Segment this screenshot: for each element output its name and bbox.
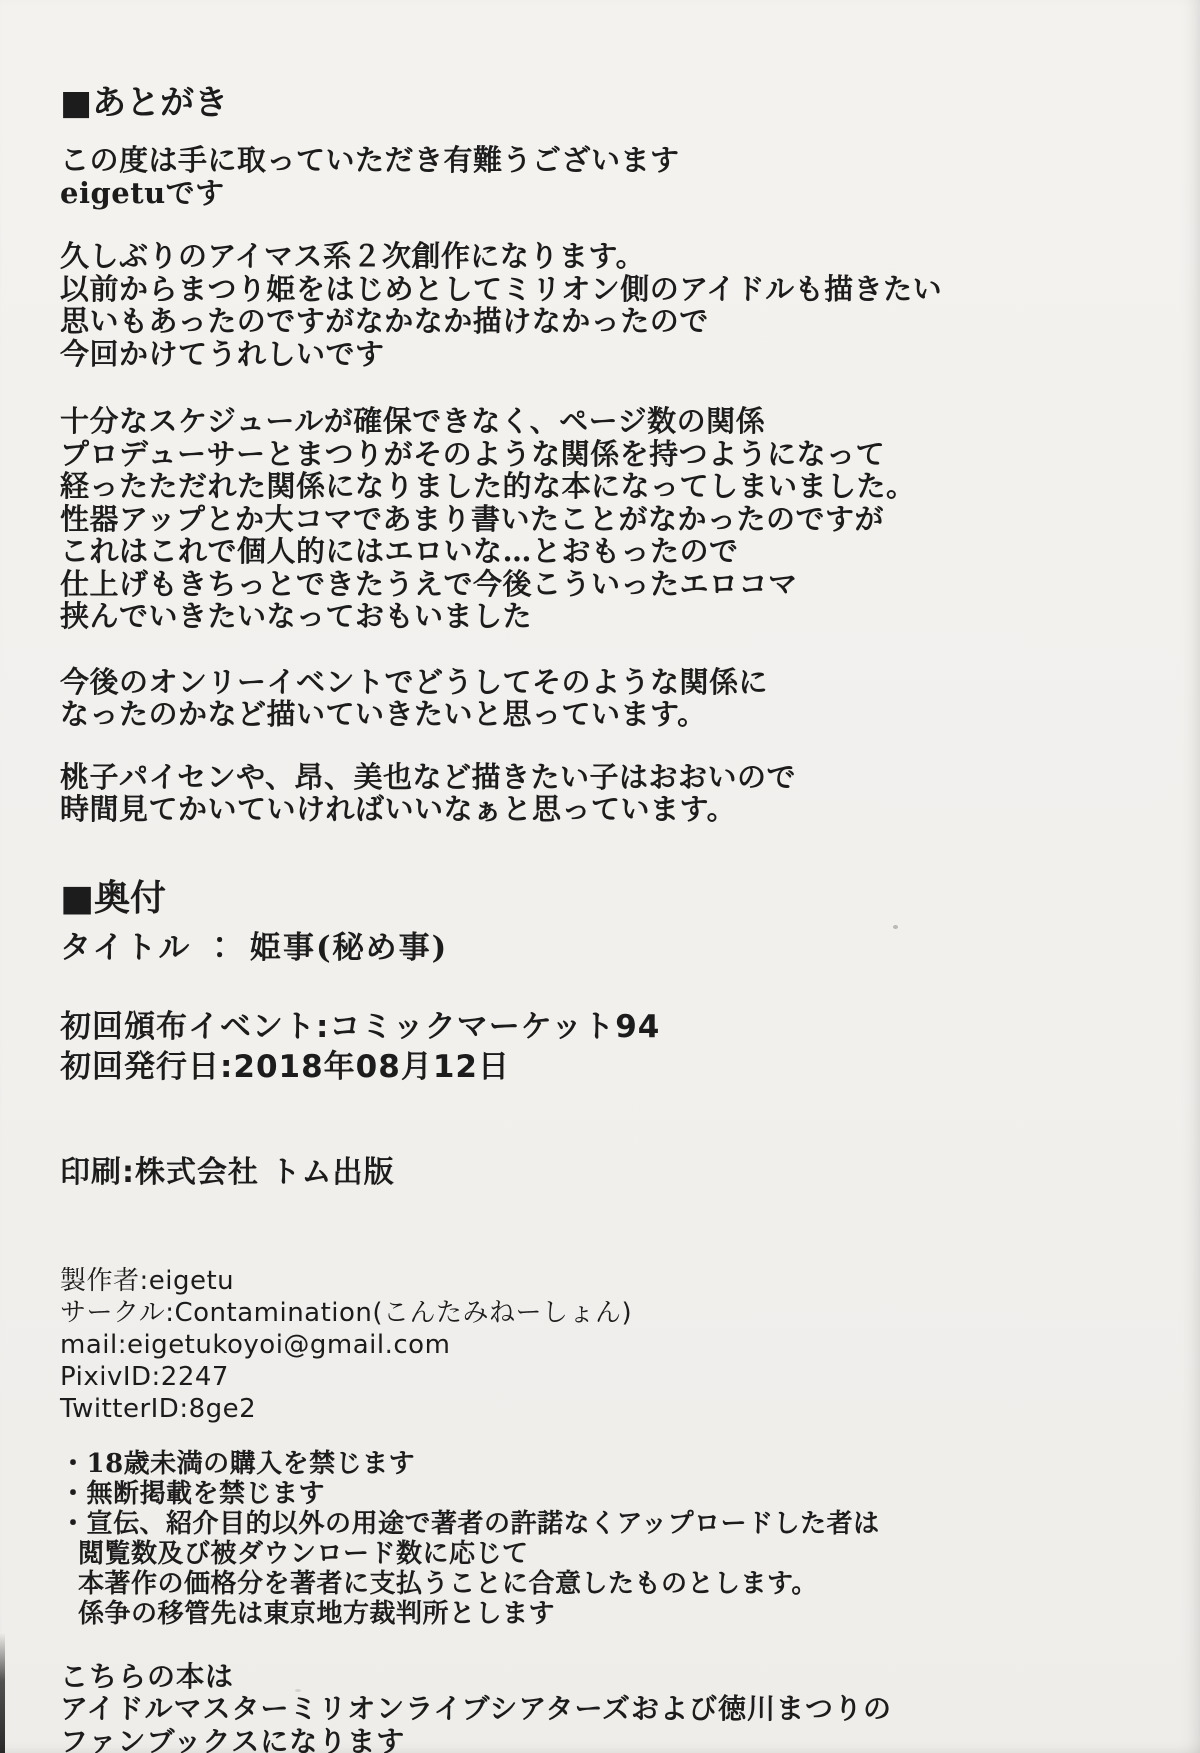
afterword-line: プロデューサーとまつりがそのような関係を持つようになって [60,436,886,471]
circle-line: サークル:Contamination(こんたみねーしょん) [60,1297,633,1328]
afterword-line: 挟んでいきたいなっておもいました [60,599,533,633]
afterword-paragraph-greeting [60,144,1140,209]
mail-line: mail:eigetukoyoi@gmail.com [60,1329,451,1360]
notice-line: ・宣伝、紹介目的以外の用途で著者の許諾なくアップロードした者は [60,1508,880,1539]
afterword-line: 今後のオンリーイベントでどうしてそのような関係に [60,664,769,699]
afterword-line: なったのかなど描いていきたいと思っています。 [60,697,707,731]
fanbook-disclaimer [60,1661,1140,1753]
afterword-line: 仕上げもきちっとできたうえで今後こういったエロコマ [60,566,798,601]
disclaimer-line: ファンブックスになります [60,1724,406,1753]
afterword-line: これはこれで個人的にはエロいな…とおもったので [60,534,739,568]
first-publication-date-line: 初回発行日:2018年08月12日 [60,1048,510,1085]
book-title-line: タイトル ： 姫事(秘め事) [60,929,449,966]
notice-line: ・無断掲載を禁じます [60,1478,326,1509]
pixiv-id-line: PixivID:2247 [60,1361,229,1392]
afterword-line: 時間見てかいていければいいなぁと思っています。 [60,792,737,826]
scan-edge-artifact [0,1633,5,1753]
afterword-body [60,144,1140,826]
afterword-heading: ■あとがき [60,83,229,123]
afterword-paragraph-other-characters [60,761,1140,826]
creator-line: 製作者:eigetu [60,1265,235,1296]
printer-line: 印刷:株式会社 トム出版 [60,1154,395,1190]
afterword-line: 今回かけてうれしいです [60,336,385,371]
afterword-line: 思いもあったのですがなかなか描けなかったので [60,304,709,338]
afterword-line: 以前からまつり姫をはじめとしてミリオン側のアイドルも描きたい [60,271,943,306]
afterword-line: 経ったただれた関係になりました的な本になってしまいました。 [60,469,916,503]
notice-line: 係争の移管先は東京地方裁判所とします [78,1598,556,1629]
notice-line: 閲覧数及び被ダウンロード数に応じて [78,1538,529,1569]
afterword-paragraph-production [60,405,1140,633]
creator-credits [60,1265,1140,1425]
first-event-line: 初回頒布イベント:コミックマーケット94 [60,1008,661,1045]
publication-info [60,1007,1140,1087]
afterword-paragraph-future-events [60,666,1140,731]
colophon-heading: ■奥付 [60,877,167,919]
afterword-line: eigetuです [60,175,225,210]
twitter-id-line: TwitterID:8ge2 [60,1393,257,1424]
afterword-line: 十分なスケジュールが確保できなく、ページ数の関係 [60,404,766,438]
scan-speck [893,925,898,929]
legal-notices [60,1449,1140,1629]
afterword-paragraph-intro [60,240,1140,370]
afterword-line: 久しぶりのアイマス系２次創作になります。 [60,239,646,273]
afterword-line: 性器アップとか大コマであまり書いたことがなかったのですが [60,501,884,536]
notice-line: ・18歳未満の購入を禁じます [60,1448,416,1479]
disclaimer-line: こちらの本は [60,1659,235,1693]
page-content [60,84,1140,1753]
afterword-line: 桃子パイセンや、昂、美也など描きたい子はおおいので [60,759,797,794]
scan-speck [295,1689,301,1692]
afterword-line: この度は手に取っていただき有難うございます [60,143,680,177]
notice-line: 本著作の価格分を著者に支払うことに合意したものとします。 [78,1568,818,1599]
disclaimer-line: アイドルマスターミリオンライブシアターズおよび徳川まつりの [60,1692,893,1725]
